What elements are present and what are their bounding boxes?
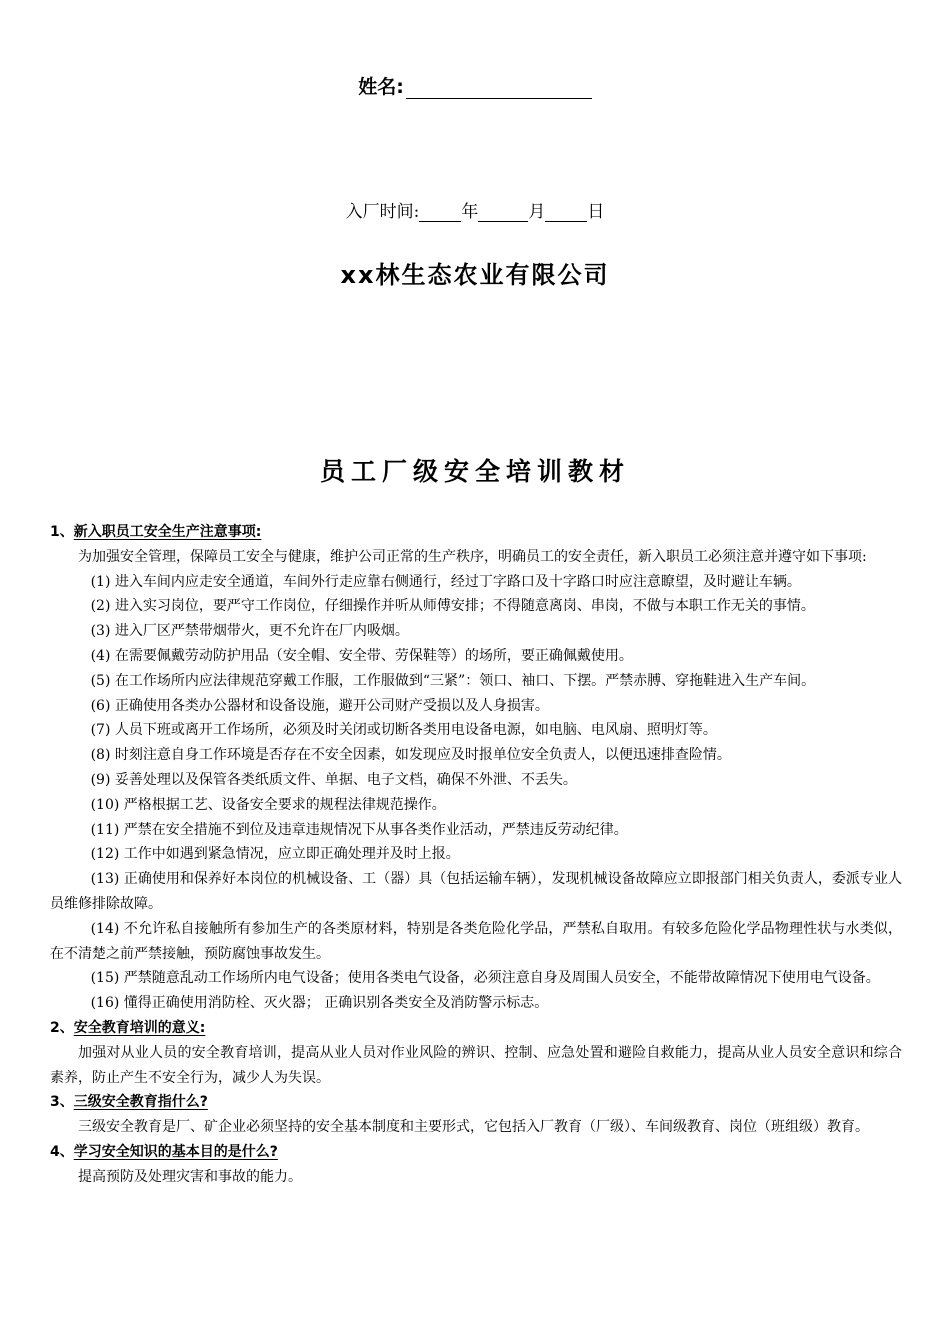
year-label: 年 xyxy=(461,202,479,222)
year-blank-line[interactable] xyxy=(419,203,461,222)
day-label: 日 xyxy=(587,202,605,222)
rule-item: (1) 进入车间内应走安全通道，车间外行走应靠右侧通行，经过丁字路口及十字路口时应注意瞭望，及时避让车辆。 xyxy=(90,573,801,590)
rule-item: (13) 正确使用和保养好本岗位的机械设备、工（器）具（包括运输车辆），发现机械设备故障应立即报部门相关负责人，委派专业人员维修排除故障。 xyxy=(50,871,902,912)
section-number: 3、 xyxy=(50,1094,74,1111)
section-title: 新入职员工安全生产注意事项: xyxy=(73,524,262,540)
rule-item: (12) 工作中如遇到紧急情况，应立即正确处理并及时上报。 xyxy=(90,846,460,863)
section-intro: 提高预防及处理灾害和事故的能力。 xyxy=(78,1168,302,1185)
rule-item: (9) 妥善处理以及保管各类纸质文件、单据、电子文档，确保不外泄、不丢失。 xyxy=(90,771,577,788)
section-heading xyxy=(50,520,902,545)
entry-date-row xyxy=(0,197,950,222)
rule-item: (3) 进入厂区严禁带烟带火，更不允许在厂内吸烟。 xyxy=(90,623,409,640)
rule-item: (4) 在需要佩戴劳动防护用品（安全帽、安全带、劳保鞋等）的场所，要正确佩戴使用。 xyxy=(90,647,633,664)
month-label: 月 xyxy=(528,202,546,222)
section-intro: 加强对从业人员的安全教育培训，提高从业人员对作业风险的辨识、控制、应急处置和避险自救能力，提高从业人员安全意识和综合素养，防止产生不安全行为，减少人为失误。 xyxy=(50,1044,902,1086)
name-blank-line[interactable] xyxy=(406,78,592,99)
section-intro: 为加强安全管理，保障员工安全与健康，维护公司正常的生产秩序，明确员工的安全责任，新入职员工必须注意并遵守如下事项: xyxy=(78,548,867,565)
rule-item: (10) 严格根据工艺、设备安全要求的规程法律规范操作。 xyxy=(90,796,446,813)
section-title: 三级安全教育指什么? xyxy=(73,1094,208,1111)
company-name: xx林生态农业有限公司 xyxy=(340,261,610,289)
section-title: 学习安全知识的基本目的是什么? xyxy=(73,1143,278,1160)
rule-item: (15) 严禁随意乱动工作场所内电气设备；使用各类电气设备，必须注意自身及周围人员安全，不能带故障情况下使用电气设备。 xyxy=(90,970,880,987)
rule-item: (6) 正确使用各类办公器材和设备设施，避开公司财产受损以及人身损害。 xyxy=(90,697,549,714)
section-number: 4、 xyxy=(50,1143,74,1160)
document-body xyxy=(50,520,902,1190)
rule-item: (11) 严禁在安全措施不到位及违章违规情况下从事各类作业活动，严禁违反劳动纪律。 xyxy=(90,821,628,838)
name-field-row xyxy=(0,72,950,99)
rule-item: (8) 时刻注意自身工作环境是否存在不安全因素，如发现应及时报单位安全负责人，以便迅速排查险情。 xyxy=(90,747,731,764)
entry-date-label: 入厂时间: xyxy=(345,202,420,222)
name-label: 姓名: xyxy=(358,76,404,98)
section-heading xyxy=(50,1140,902,1165)
rule-item: (2) 进入实习岗位，要严守工作岗位，仔细操作并听从师傅安排；不得随意离岗、串岗，不做与本职工作无关的事情。 xyxy=(90,598,815,615)
section-heading xyxy=(50,1090,902,1115)
section-number: 2、 xyxy=(50,1019,74,1036)
rule-item: (14) 不允许私自接触所有参加生产的各类原材料，特别是各类危险化学品，严禁私自取用。有较多危险化学品物理性状与水类似，在不清楚之前严禁接触，预防腐蚀事故发生。 xyxy=(50,920,902,962)
month-blank-line[interactable] xyxy=(478,203,528,222)
rule-item: (5) 在工作场所内应法律规范穿戴工作服，工作服做到“三紧”：领口、袖口、下摆。严禁赤膊、穿拖鞋进入生产车间。 xyxy=(90,672,816,689)
document-title: 员工厂级安全培训教材 xyxy=(319,457,630,486)
section-intro: 三级安全教育是厂、矿企业必须坚持的安全基本制度和主要形式，它包括入厂教育（厂级）、车间级教育、岗位（班组级）教育。 xyxy=(78,1119,869,1136)
rule-item: (7) 人员下班或离开工作场所，必须及时关闭或切断各类用电设备电源，如电脑、电风扇、照明灯等。 xyxy=(90,722,717,739)
section-number: 1、 xyxy=(50,524,74,540)
section-heading xyxy=(50,1016,902,1041)
rule-item: (16) 懂得正确使用消防栓、灭火器； 正确识别各类安全及消防警示标志。 xyxy=(90,995,549,1012)
section-title: 安全教育培训的意义: xyxy=(73,1019,206,1036)
day-blank-line[interactable] xyxy=(545,203,587,222)
